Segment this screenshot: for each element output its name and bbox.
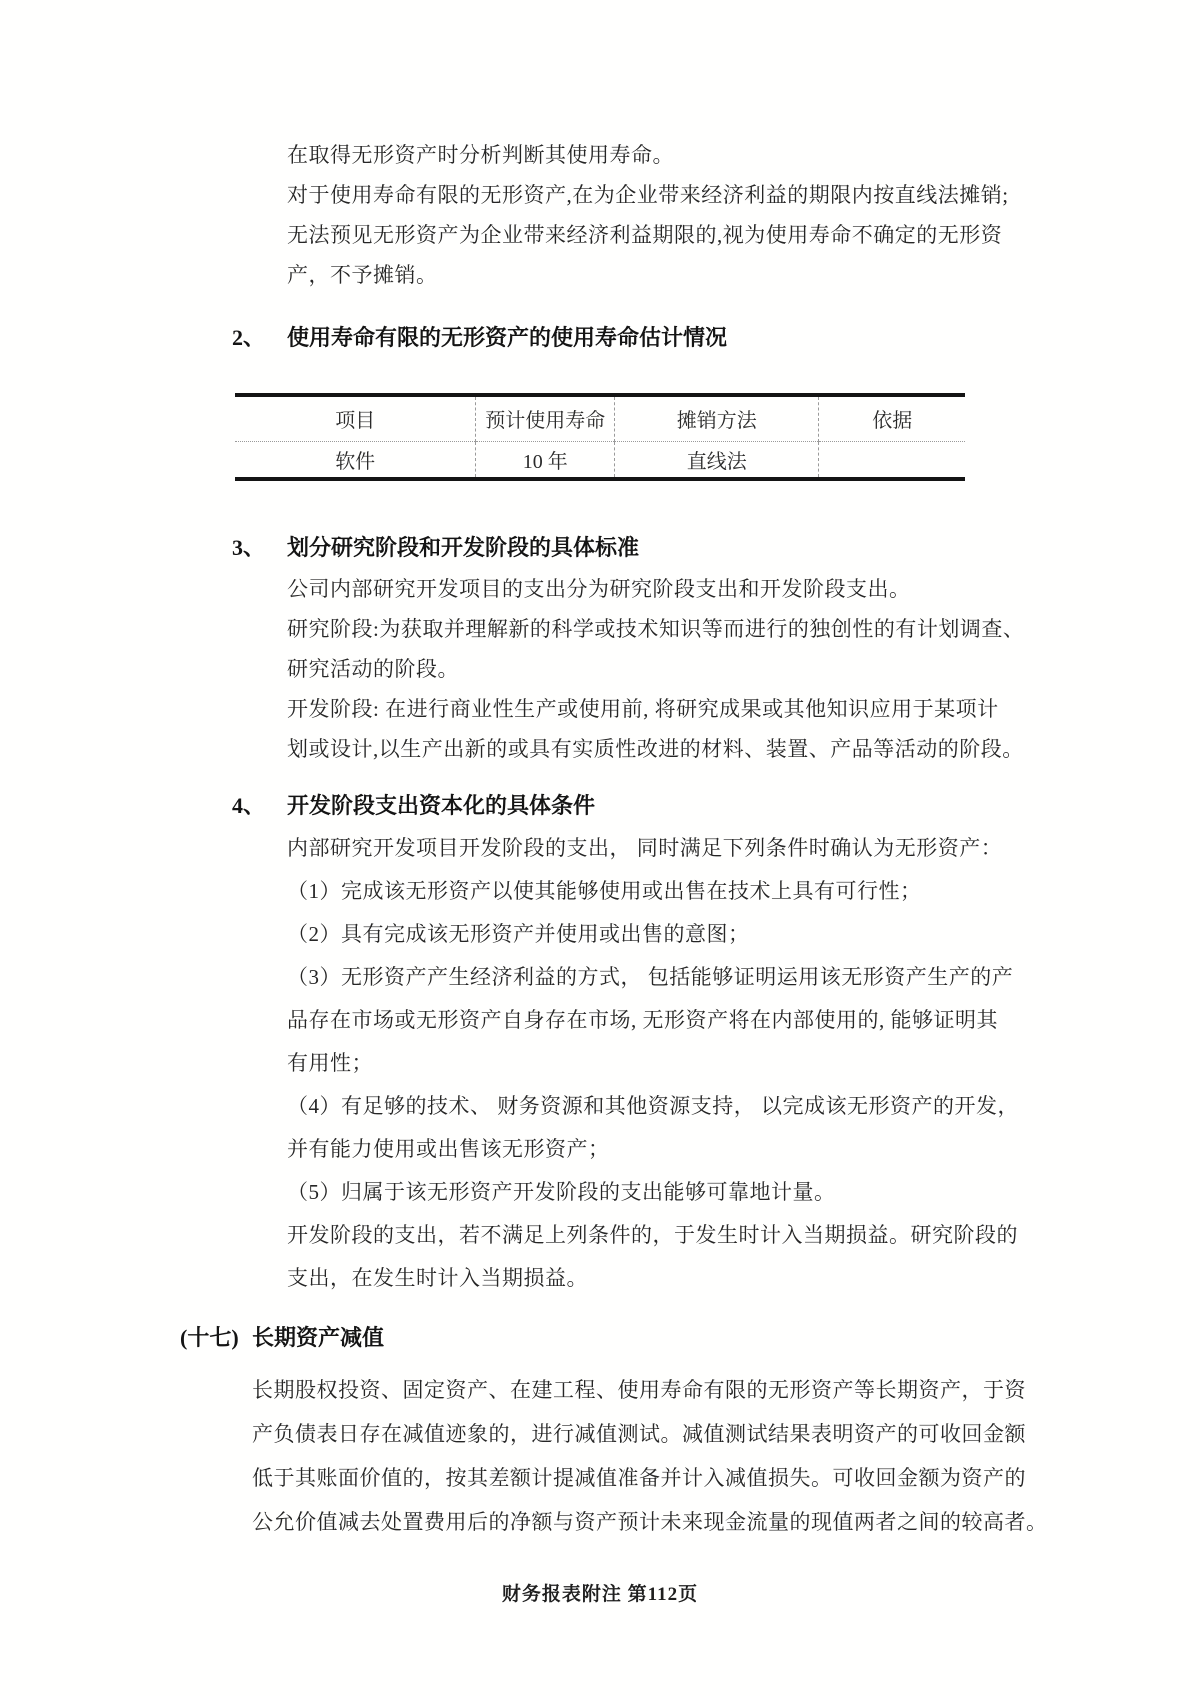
section-3-heading <box>232 533 1200 563</box>
col-header-basis: 依据 <box>819 395 965 441</box>
text-line: 研究活动的阶段。 <box>287 657 459 681</box>
section-3-number: 3、 <box>232 535 266 560</box>
text-line: 长期股权投资、固定资产、在建工程、使用寿命有限的无形资产等长期资产，于资 <box>252 1378 1026 1402</box>
page-footer: 财务报表附注 第112页 <box>501 1584 699 1605</box>
section-4-heading <box>232 791 1200 821</box>
list-item-2: （2）具有完成该无形资产并使用或出售的意图； <box>287 922 750 946</box>
section-17-number: (十七) <box>180 1325 239 1350</box>
section-17-heading <box>180 1322 1200 1354</box>
section-2-number: 2、 <box>232 325 266 350</box>
col-header-item: 项目 <box>235 395 476 441</box>
cell-item: 软件 <box>335 450 376 473</box>
text-line: 产，不予摊销。 <box>287 263 438 287</box>
text-line: 对于使用寿命有限的无形资产,在为企业带来经济利益的期限内按直线法摊销; <box>287 183 1009 207</box>
text-line: 开发阶段的支出，若不满足上列条件的，于发生时计入当期损益。研究阶段的 <box>287 1223 1018 1247</box>
col-header-expected-life: 预计使用寿命 <box>476 395 615 441</box>
list-item-5: （5）归属于该无形资产开发阶段的支出能够可靠地计量。 <box>287 1180 836 1204</box>
section-4-number: 4、 <box>232 793 266 818</box>
table-header-row <box>235 395 965 441</box>
section-2-title: 使用寿命有限的无形资产的使用寿命估计情况 <box>287 325 728 350</box>
section-17-title: 长期资产减值 <box>252 1325 385 1350</box>
col-header-amortization-method: 摊销方法 <box>615 395 819 441</box>
section-17-body <box>0 1368 1200 1544</box>
section-4-title: 开发阶段支出资本化的具体条件 <box>287 793 596 818</box>
text-line: 品存在市场或无形资产自身存在市场, 无形资产将在内部使用的, 能够证明其 <box>287 1008 998 1032</box>
section-3-title: 划分研究阶段和开发阶段的具体标准 <box>287 535 640 560</box>
text-line: 在取得无形资产时分析判断其使用寿命。 <box>287 143 674 167</box>
table-row <box>235 441 965 479</box>
text-line: 有用性； <box>287 1051 373 1075</box>
section-3-body <box>0 569 1200 769</box>
text-line: 公允价值减去处置费用后的净额与资产预计未来现金流量的现值两者之间的较高者。 <box>252 1510 1048 1534</box>
text-line: 低于其账面价值的，按其差额计提减值准备并计入减值损失。可收回金额为资产的 <box>252 1466 1026 1490</box>
text-line: 内部研究开发项目开发阶段的支出， 同时满足下列条件时确认为无形资产： <box>287 836 1003 860</box>
text-line: 无法预见无形资产为企业带来经济利益期限的,视为使用寿命不确定的无形资 <box>287 223 1003 247</box>
list-item-4: （4）有足够的技术、 财务资源和其他资源支持， 以完成该无形资产的开发， <box>287 1094 1019 1118</box>
text-line: 并有能力使用或出售该无形资产； <box>287 1137 610 1161</box>
cell-expected-life: 10 年 <box>476 441 615 479</box>
text-line: 研究阶段:为获取并理解新的科学或技术知识等而进行的独创性的有计划调查、 <box>287 617 1025 641</box>
section-2-heading <box>232 323 1200 353</box>
text-line: 产负债表日存在减值迹象的，进行减值测试。减值测试结果表明资产的可收回金额 <box>252 1422 1026 1446</box>
text-line: 开发阶段: 在进行商业性生产或使用前, 将研究成果或其他知识应用于某项计 <box>287 697 999 721</box>
text-line: 公司内部研究开发项目的支出分为研究阶段支出和开发阶段支出。 <box>287 577 911 601</box>
useful-life-table <box>235 393 965 481</box>
text-line: 支出，在发生时计入当期损益。 <box>287 1266 588 1290</box>
intro-paragraph <box>0 135 1200 295</box>
list-item-1: （1）完成该无形资产以使其能够使用或出售在技术上具有可行性； <box>287 879 922 903</box>
text-line: 划或设计,以生产出新的或具有实质性改进的材料、装置、产品等活动的阶段。 <box>287 737 1024 761</box>
list-item-3: （3）无形资产产生经济利益的方式， 包括能够证明运用该无形资产生产的产 <box>287 965 1014 989</box>
cell-basis <box>819 441 965 479</box>
cell-amortization-method: 直线法 <box>615 441 819 479</box>
section-4-body <box>0 827 1200 1300</box>
